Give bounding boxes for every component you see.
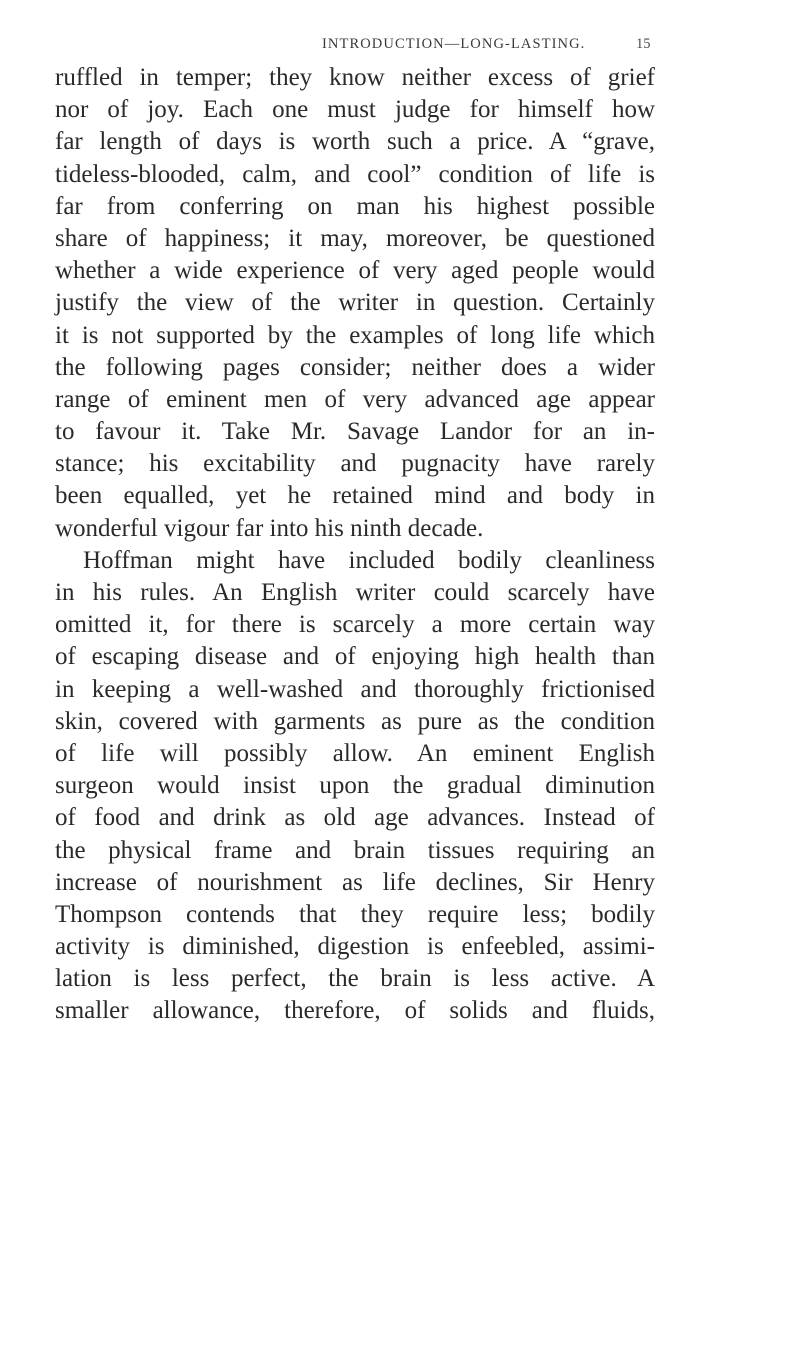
text-line: nor of joy. Each one must judge for himself how [55,96,655,124]
text-line: of life will possibly allow. An eminent English [55,739,655,767]
body-text [55,62,655,1028]
text-line: smaller allowance, therefore, of solids and fluids, [55,997,655,1025]
text-line: the following pages consider; neither does a wider [55,353,655,381]
text-line: tideless-blooded, calm, and cool” condition of life is [55,160,655,188]
text-line: increase of nourishment as life declines, Sir Henry [55,868,655,896]
text-line: the physical frame and brain tissues requiring an [55,836,655,864]
text-line: in his rules. An English writer could scarcely have [55,579,655,606]
text-line: been equalled, yet he retained mind and body in [55,482,655,510]
text-line: Hoffman might have included bodily cleanliness [83,546,655,574]
text-line: far from conferring on man his highest possible [55,192,655,220]
text-line: of food and drink as old age advances. Instead of [55,804,655,832]
text-line: lation is less perfect, the brain is less active. A [55,965,655,993]
text-line: ruffled in temper; they know neither excess of grief [55,64,655,91]
text-line: far length of days is worth such a price. A “grave, [55,128,655,156]
text-line: in keeping a well-washed and thoroughly frictionised [55,675,655,703]
text-line: surgeon would insist upon the gradual diminution [55,772,655,800]
text-line: activity is diminished, digestion is enfeebled, assimi- [55,933,655,961]
page-number: 15 [636,36,651,52]
text-line: Thompson contends that they require less; bodily [55,900,655,928]
running-title: INTRODUCTION—LONG-LASTING. [322,36,586,52]
text-line: omitted it, for there is scarcely a more certain way [55,611,655,639]
text-line: skin, covered with garments as pure as the condition [55,707,655,735]
running-head [0,36,800,60]
text-line: range of eminent men of very advanced age appear [55,385,655,413]
text-line: whether a wide experience of very aged people would [55,257,655,285]
text-line: of escaping disease and of enjoying high health than [55,643,655,671]
text-line: wonderful vigour far into his ninth decade. [55,514,484,542]
text-line: stance; his excitability and pugnacity have rarely [55,450,655,478]
text-line: to favour it. Take Mr. Savage Landor for an in- [55,418,655,446]
text-line: it is not supported by the examples of long life which [55,321,655,349]
text-line: share of happiness; it may, moreover, be questioned [55,224,655,252]
text-line: justify the view of the writer in question. Certainly [55,289,655,317]
